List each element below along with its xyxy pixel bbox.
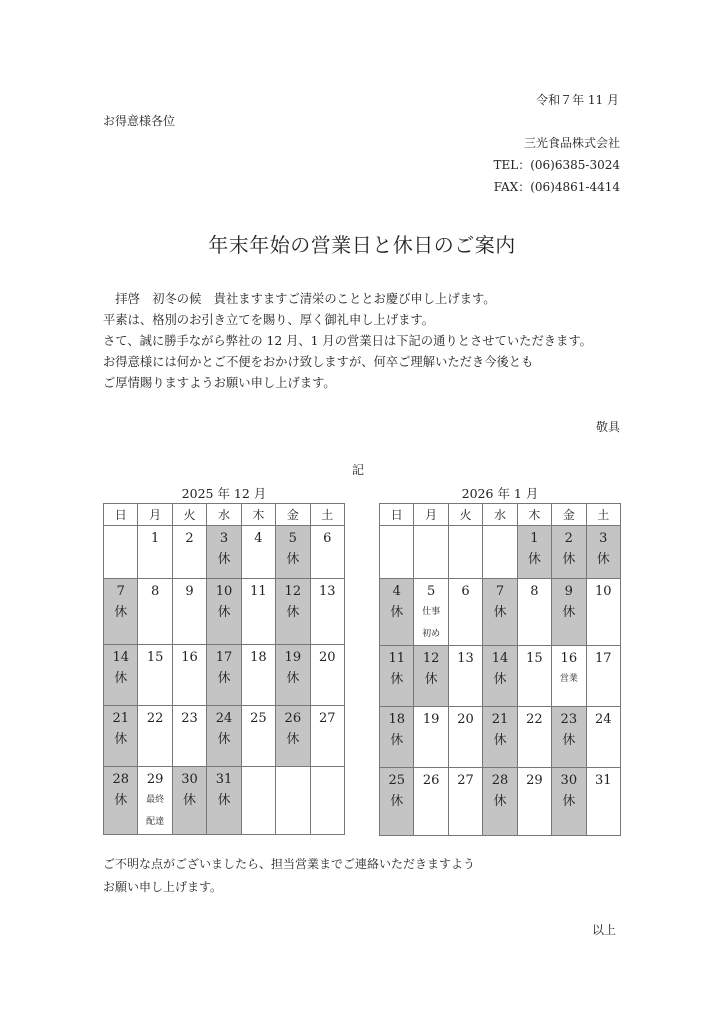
business-day-cell <box>517 579 551 646</box>
calendar-week-row <box>380 579 621 646</box>
holiday-cell <box>207 526 241 579</box>
business-day-cell <box>586 579 620 646</box>
weekday-header: 火 <box>172 504 206 526</box>
day-number: 31 <box>215 772 233 787</box>
holiday-cell <box>276 579 310 645</box>
holiday-mark: 休 <box>493 733 507 748</box>
holiday-cell <box>517 526 551 579</box>
empty-cell <box>241 767 275 835</box>
business-day-cell <box>310 645 344 706</box>
holiday-mark: 休 <box>562 733 576 748</box>
weekday-header: 木 <box>241 504 275 526</box>
weekday-header: 月 <box>414 504 448 526</box>
calendar-december-2025 <box>103 503 345 835</box>
weekday-header: 土 <box>586 504 620 526</box>
day-number: 18 <box>250 650 267 665</box>
holiday-mark: 休 <box>390 733 404 748</box>
day-number: 26 <box>422 773 440 788</box>
day-number: 24 <box>215 711 233 726</box>
holiday-mark: 休 <box>217 552 231 567</box>
day-number: 4 <box>392 584 401 599</box>
calendar-week-row <box>104 767 345 835</box>
body-line: ご厚情賜りますようお願い申し上げます。 <box>103 376 336 390</box>
day-number: 13 <box>318 584 336 599</box>
weekday-header-row <box>380 504 621 526</box>
day-number: 11 <box>250 584 267 599</box>
business-day-cell <box>414 768 448 836</box>
business-day-cell <box>310 526 344 579</box>
day-number: 16 <box>181 650 198 665</box>
business-day-cell <box>586 707 620 768</box>
empty-cell <box>448 526 482 579</box>
day-number: 14 <box>491 651 509 666</box>
holiday-mark: 休 <box>217 732 231 747</box>
business-day-cell <box>138 706 172 767</box>
day-number: 9 <box>185 584 194 599</box>
business-day-cell <box>310 579 344 645</box>
weekday-header: 日 <box>104 504 138 526</box>
holiday-cell <box>552 526 586 579</box>
holiday-cell <box>104 706 138 767</box>
day-number: 7 <box>495 584 505 599</box>
day-number: 10 <box>594 584 612 599</box>
holiday-mark: 休 <box>390 794 404 809</box>
empty-cell <box>276 767 310 835</box>
day-number: 3 <box>219 531 229 546</box>
weekday-header: 金 <box>276 504 310 526</box>
day-number: 20 <box>457 712 474 727</box>
holiday-mark: 休 <box>596 552 610 567</box>
day-number: 11 <box>388 651 405 666</box>
holiday-cell <box>483 579 517 646</box>
holiday-cell <box>207 767 241 835</box>
holiday-mark: 休 <box>390 672 404 687</box>
closing-keigu: 敬具 <box>595 420 620 434</box>
day-number: 27 <box>457 773 474 788</box>
day-number: 28 <box>491 773 509 788</box>
calendar-week-row <box>104 579 345 645</box>
holiday-cell <box>380 768 414 836</box>
body-line: さて、誠に勝手ながら弊社の 12 月、1 月の営業日は下記の通りとさせていただきます。 <box>103 334 592 348</box>
day-number: 16 <box>560 651 578 666</box>
day-number: 2 <box>185 531 194 546</box>
weekday-header-row <box>104 504 345 526</box>
day-number: 27 <box>318 711 336 726</box>
holiday-cell <box>483 707 517 768</box>
holiday-cell <box>104 767 138 835</box>
weekday-header: 土 <box>310 504 344 526</box>
holiday-mark: 休 <box>527 552 541 567</box>
calendar-week-row <box>104 645 345 706</box>
holiday-cell <box>552 768 586 836</box>
business-day-cell <box>172 579 206 645</box>
business-day-cell <box>172 645 206 706</box>
business-day-cell <box>448 707 482 768</box>
weekday-header: 月 <box>138 504 172 526</box>
holiday-mark: 休 <box>114 793 128 808</box>
business-day-cell <box>241 645 275 706</box>
holiday-mark: 休 <box>217 605 231 620</box>
day-number: 13 <box>457 651 474 666</box>
business-day-cell <box>586 646 620 707</box>
holiday-mark: 休 <box>114 671 128 686</box>
day-number: 14 <box>112 650 129 665</box>
business-day-cell <box>448 579 482 646</box>
day-number: 17 <box>215 650 233 665</box>
day-number: 21 <box>112 711 129 726</box>
tel-number: TEL：(06)6385-3024 <box>493 158 620 172</box>
fax-number: FAX：(06)4861-4414 <box>493 180 620 194</box>
calendar-week-row <box>104 706 345 767</box>
holiday-cell <box>380 646 414 707</box>
business-day-cell <box>517 768 551 836</box>
empty-cell <box>483 526 517 579</box>
business-day-cell <box>552 646 586 707</box>
day-note: 仕事 <box>422 607 441 617</box>
holiday-mark: 休 <box>493 794 507 809</box>
body-line: 拝啓 初冬の候 貴社ますますご清栄のこととお慶び申し上げます。 <box>103 292 496 306</box>
day-number: 6 <box>461 584 470 599</box>
holiday-cell <box>104 645 138 706</box>
day-number: 8 <box>530 584 539 599</box>
day-number: 4 <box>254 531 263 546</box>
day-number: 23 <box>181 711 198 726</box>
business-day-cell <box>586 768 620 836</box>
day-note: 配達 <box>146 817 165 827</box>
day-number: 7 <box>116 584 125 599</box>
business-day-cell <box>138 767 172 835</box>
holiday-mark: 休 <box>286 671 300 686</box>
day-number: 31 <box>594 773 612 788</box>
business-day-cell <box>310 706 344 767</box>
day-number: 1 <box>530 531 539 546</box>
holiday-cell <box>586 526 620 579</box>
holiday-cell <box>276 645 310 706</box>
empty-cell <box>104 526 138 579</box>
day-number: 25 <box>388 773 405 788</box>
day-number: 6 <box>323 531 332 546</box>
day-note: 初め <box>422 629 441 639</box>
holiday-cell <box>276 706 310 767</box>
holiday-cell <box>552 707 586 768</box>
business-day-cell <box>138 526 172 579</box>
day-number: 2 <box>564 531 573 546</box>
calendar-week-row <box>380 646 621 707</box>
day-number: 22 <box>146 711 164 726</box>
day-number: 9 <box>564 584 573 599</box>
day-number: 19 <box>422 712 440 727</box>
business-day-cell <box>414 707 448 768</box>
holiday-mark: 休 <box>286 552 300 567</box>
day-number: 17 <box>594 651 612 666</box>
holiday-mark: 休 <box>562 794 576 809</box>
closing-ijo: 以上 <box>591 923 616 937</box>
business-day-cell <box>172 526 206 579</box>
holiday-mark: 休 <box>562 552 576 567</box>
holiday-cell <box>276 526 310 579</box>
weekday-header: 水 <box>207 504 241 526</box>
calendar-week-row <box>104 526 345 579</box>
business-day-cell <box>517 707 551 768</box>
calendar-week-row <box>380 707 621 768</box>
day-number: 5 <box>426 584 436 599</box>
day-number: 22 <box>526 712 543 727</box>
day-number: 10 <box>215 584 233 599</box>
holiday-cell <box>552 579 586 646</box>
holiday-cell <box>483 768 517 836</box>
holiday-mark: 休 <box>286 732 300 747</box>
day-number: 30 <box>560 773 578 788</box>
recipient: お得意様各位 <box>103 114 176 128</box>
business-day-cell <box>172 706 206 767</box>
holiday-cell <box>207 579 241 645</box>
holiday-cell <box>414 646 448 707</box>
day-number: 29 <box>526 773 543 788</box>
holiday-cell <box>104 579 138 645</box>
day-note: 営業 <box>559 674 578 684</box>
holiday-mark: 休 <box>390 605 404 620</box>
document-title: 年末年始の営業日と休日のご案内 <box>208 233 516 257</box>
calendar-january-2026 <box>379 503 621 836</box>
calendar-week-row <box>380 526 621 579</box>
day-number: 21 <box>491 712 509 727</box>
holiday-mark: 休 <box>114 605 128 620</box>
calendar-title-dec: 2025 年 12 月 <box>181 486 267 501</box>
day-note: 最終 <box>146 795 165 805</box>
business-day-cell <box>241 579 275 645</box>
holiday-cell <box>207 645 241 706</box>
holiday-mark: 休 <box>562 605 576 620</box>
holiday-cell <box>172 767 206 835</box>
day-number: 18 <box>388 712 405 727</box>
holiday-mark: 休 <box>114 732 128 747</box>
business-day-cell <box>517 646 551 707</box>
business-day-cell <box>138 579 172 645</box>
day-number: 20 <box>318 650 336 665</box>
holiday-mark: 休 <box>286 605 300 620</box>
day-number: 19 <box>284 650 302 665</box>
calendar-title-jan: 2026 年 1 月 <box>461 486 539 501</box>
day-number: 5 <box>288 531 297 546</box>
company-name: 三光食品株式会社 <box>523 136 620 150</box>
holiday-mark: 休 <box>183 793 197 808</box>
day-number: 8 <box>150 584 160 599</box>
calendar-week-row <box>380 768 621 836</box>
empty-cell <box>310 767 344 835</box>
holiday-cell <box>483 646 517 707</box>
weekday-header: 日 <box>380 504 414 526</box>
weekday-header: 金 <box>552 504 586 526</box>
holiday-cell <box>380 579 414 646</box>
day-number: 29 <box>146 772 164 787</box>
day-number: 12 <box>422 651 440 666</box>
business-day-cell <box>241 706 275 767</box>
business-day-cell <box>448 768 482 836</box>
day-number: 1 <box>150 531 160 546</box>
holiday-mark: 休 <box>217 671 231 686</box>
holiday-cell <box>207 706 241 767</box>
empty-cell <box>414 526 448 579</box>
day-number: 25 <box>250 711 267 726</box>
issue-date: 令和７年 11 月 <box>536 93 619 107</box>
day-number: 24 <box>594 712 612 727</box>
business-day-cell <box>138 645 172 706</box>
body-line: 平素は、格別のお引き立てを賜り、厚く御礼申し上げます。 <box>103 313 435 327</box>
holiday-mark: 休 <box>424 672 438 687</box>
day-number: 12 <box>284 584 302 599</box>
day-number: 3 <box>599 531 608 546</box>
ki-heading: 記 <box>352 463 365 477</box>
holiday-cell <box>380 707 414 768</box>
weekday-header: 火 <box>448 504 482 526</box>
holiday-mark: 休 <box>217 793 231 808</box>
business-day-cell <box>414 579 448 646</box>
day-number: 30 <box>181 772 198 787</box>
empty-cell <box>380 526 414 579</box>
day-number: 23 <box>560 712 578 727</box>
weekday-header: 水 <box>483 504 517 526</box>
business-day-cell <box>241 526 275 579</box>
footer-line: お願い申し上げます。 <box>103 880 223 894</box>
day-number: 28 <box>112 772 129 787</box>
business-day-cell <box>448 646 482 707</box>
weekday-header: 木 <box>517 504 551 526</box>
holiday-mark: 休 <box>493 672 507 687</box>
day-number: 15 <box>146 650 164 665</box>
day-number: 15 <box>526 651 543 666</box>
body-line: お得意様には何かとご不便をおかけ致しますが、何卒ご理解いただき今後とも <box>103 355 534 369</box>
footer-line: ご不明な点がございましたら、担当営業までご連絡いただきますよう <box>103 857 476 871</box>
holiday-mark: 休 <box>493 605 507 620</box>
day-number: 26 <box>284 711 302 726</box>
